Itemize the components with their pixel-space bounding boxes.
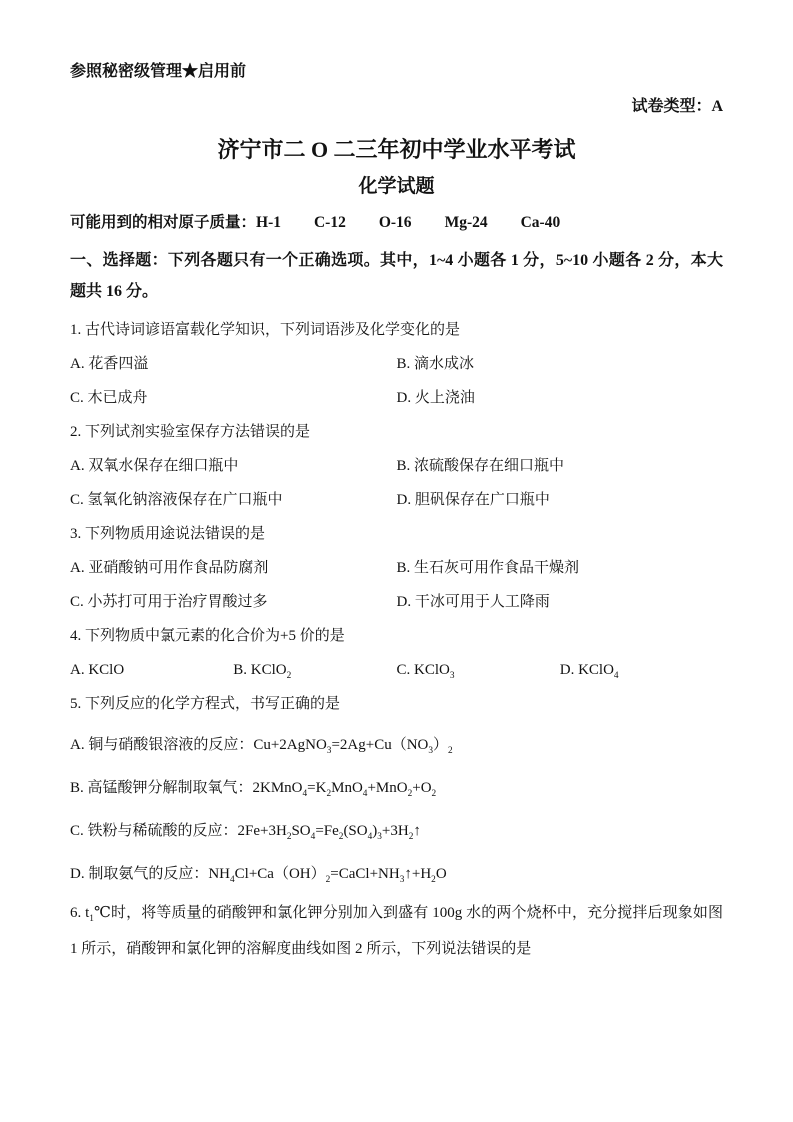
section-one-header: 一、选择题：下列各题只有一个正确选项。其中，1~4 小题各 1 分，5~10 小题各 2 分，本大题共 16 分。 <box>70 252 723 300</box>
atomic-mass-item-h: H-1 <box>256 214 281 231</box>
page-title: 济宁市二 O 二三年初中学业水平考试 <box>217 137 576 162</box>
question-1-options-row-1 <box>70 354 723 375</box>
question-3-option-c: C. 小苏打可用于治疗胃酸过多 <box>70 594 268 610</box>
atomic-mass-label: 可能用到的相对原子质量： <box>70 214 257 231</box>
question-1-option-a: A. 花香四溢 <box>70 356 149 372</box>
page-subtitle: 化学试题 <box>358 176 435 197</box>
question-4 <box>70 626 723 681</box>
question-2-option-c: C. 氢氧化钠溶液保存在广口瓶中 <box>70 492 283 508</box>
question-2-options-row-1 <box>70 456 723 477</box>
question-3-option-d: D. 干冰可用于人工降雨 <box>396 594 550 610</box>
question-5-option-a: A. 铜与硝酸银溶液的反应：$Cu+2AgNO_3=2Ag+Cu(NO_3)_2$ <box>70 737 453 756</box>
paper-type-label: 试卷类型：A <box>631 98 723 115</box>
classification-banner: 参照秘密级管理★启用前 <box>70 63 247 80</box>
atomic-mass-item-c: C-12 <box>313 214 346 231</box>
atomic-mass-item-o: O-16 <box>378 214 412 231</box>
question-2 <box>70 422 723 511</box>
question-5-stem: 5. 下列反应的化学方程式，书写正确的是 <box>70 696 341 712</box>
question-1-option-c: C. 木已成舟 <box>70 390 148 406</box>
question-1-options-row-2 <box>70 388 723 409</box>
question-3-options-row-1 <box>70 558 723 579</box>
question-2-option-b: B. 浓硫酸保存在细口瓶中 <box>396 458 565 474</box>
question-3-option-a: A. 亚硝酸钠可用作食品防腐剂 <box>70 560 269 576</box>
question-3-options-row-2 <box>70 592 723 613</box>
question-4-stem: 4. 下列物质中氯元素的化合价为+5 价的是 <box>70 628 345 644</box>
question-4-option-d: D. KClO$_4$ <box>559 662 619 681</box>
question-3-stem: 3. 下列物质用途说法错误的是 <box>70 526 266 542</box>
question-3-option-b: B. 生石灰可用作食品干燥剂 <box>396 560 580 576</box>
question-6 <box>70 895 723 967</box>
question-2-option-a: A. 双氧水保存在细口瓶中 <box>70 458 239 474</box>
question-4-option-a: A. KClO <box>70 662 125 678</box>
atomic-mass-item-ca: Ca-40 <box>520 214 561 231</box>
question-2-stem: 2. 下列试剂实验室保存方法错误的是 <box>70 424 311 440</box>
question-1-stem: 1. 古代诗词谚语富载化学知识，下列词语涉及化学变化的是 <box>70 322 461 338</box>
question-1 <box>70 320 723 409</box>
question-4-option-c: C. KClO$_3$ <box>396 662 455 681</box>
question-4-options-row <box>70 660 723 681</box>
atomic-mass-line <box>70 212 723 233</box>
question-1-option-d: D. 火上浇油 <box>396 390 475 406</box>
question-1-option-b: B. 滴水成冰 <box>396 356 475 372</box>
question-5-option-d: D. 制取氨气的反应：$NH_4Cl+Ca(OH)_2=CaCl+NH_3↑+H_2O$ <box>70 866 447 885</box>
question-2-options-row-2 <box>70 490 723 511</box>
question-5-option-b: B. 高锰酸钾分解制取氧气：$2KMnO_4=K_2MnO_4+MnO_2+O_2$ <box>70 780 437 799</box>
question-2-option-d: D. 胆矾保存在广口瓶中 <box>396 492 550 508</box>
question-5 <box>70 694 723 887</box>
question-6-stem: 6. $t_1℃$时，将等质量的硝酸钾和氯化钾分别加入到盛有 100g 水的两个烧杯中，充分搅拌后现象如图 1 所示，硝酸钾和氯化钾的溶解度曲线如图 2 所示，下列说法错误的是 <box>70 905 723 957</box>
atomic-mass-item-mg: Mg-24 <box>444 214 488 231</box>
question-4-option-b: B. KClO$_2$ <box>233 662 292 681</box>
question-3 <box>70 524 723 613</box>
question-5-option-c: C. 铁粉与稀硫酸的反应：$2Fe+3H_2SO_4=Fe_2(SO_4)_3+3H_2↑$ <box>70 823 421 842</box>
